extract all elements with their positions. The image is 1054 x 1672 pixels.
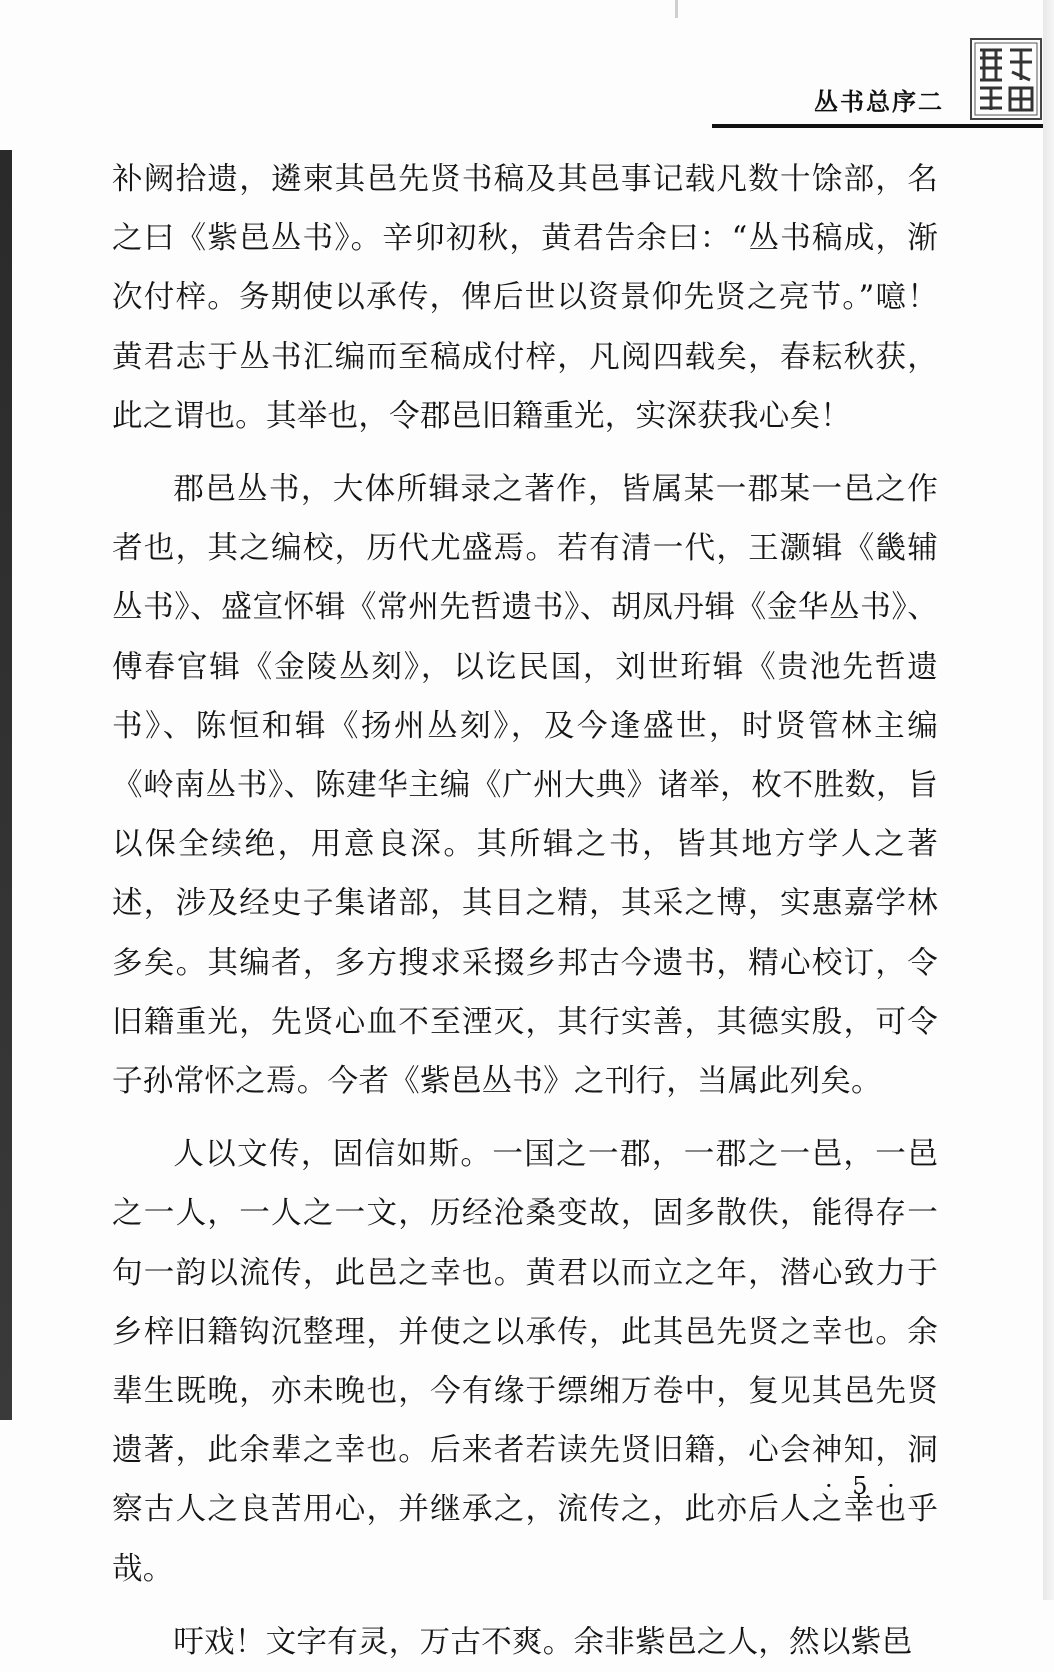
binding-shadow	[0, 150, 12, 1420]
paragraph-1: 补阙拾遗，遴柬其邑先贤书稿及其邑事记载凡数十馀部，名之曰《紫邑丛书》。辛卯初秋，黄君告余曰：“丛书稿成，渐次付梓。务期使以承传，俾后世以资景仰先贤之亮节。”噫！黄君志于丛书汇编而至稿成付梓，凡阅四载矣，春耘秋获，此之谓也。其举也，令郡邑旧籍重光，实深获我心矣！	[112, 162, 938, 434]
page-number: · 5 ·	[825, 1472, 901, 1500]
seal-stamp-icon	[970, 38, 1042, 120]
paragraph-2: 郡邑丛书，大体所辑录之著作，皆属某一郡某一邑之作者也，其之编校，历代尤盛焉。若有清一代，王灏辑《畿辅丛书》、盛宣怀辑《常州先哲遗书》、胡凤丹辑《金华丛书》、傅春官辑《金陵丛刻》，以讫民国，刘世珩辑《贵池先哲遗书》、陈恒和辑《扬州丛刻》，及今逢盛世，时贤管林主编《岭南丛书》、陈建华主编《广州大典》诸举，枚不胜数，旨以保全续绝，用意良深。其所辑之书，皆其地方学人之著述，涉及经史子集诸部，其目之精，其采之博，实惠嘉学林多矣。其编者，多方搜求采掇乡邦古今遗书，精心校订，令旧籍重光，先贤心血不至湮灭，其行实善，其德实殷，可令子孙常怀之焉。今者《紫邑丛书》之刊行，当属此列矣。	[112, 472, 938, 1100]
paragraph-3: 人以文传，固信如斯。一国之一郡，一郡之一邑，一邑之一人，一人之一文，历经沧桑变故，固多散佚，能得存一句一韵以流传，此邑之幸也。黄君以而立之年，潜心致力于乡梓旧籍钩沉整理，并使之以承传，此其邑先贤之幸也。余辈生既晚，亦未晚也，今有缘于缥缃万卷中，复见其邑先贤遗著，此余辈之幸也。后来者若读先贤旧籍，心会神知，洞察古人之良苦用心，并继承之，流传之，此亦后人之幸也乎哉。	[112, 1137, 938, 1587]
body-text	[112, 150, 938, 1672]
header-rule	[712, 124, 1043, 128]
paragraph-4: 吁戏！文字有灵，万古不爽。余非紫邑之人，然以紫邑	[173, 1624, 913, 1660]
fold-mark	[675, 0, 678, 18]
page-edge	[1043, 0, 1054, 1600]
running-head-title: 丛书总序二	[814, 88, 944, 116]
